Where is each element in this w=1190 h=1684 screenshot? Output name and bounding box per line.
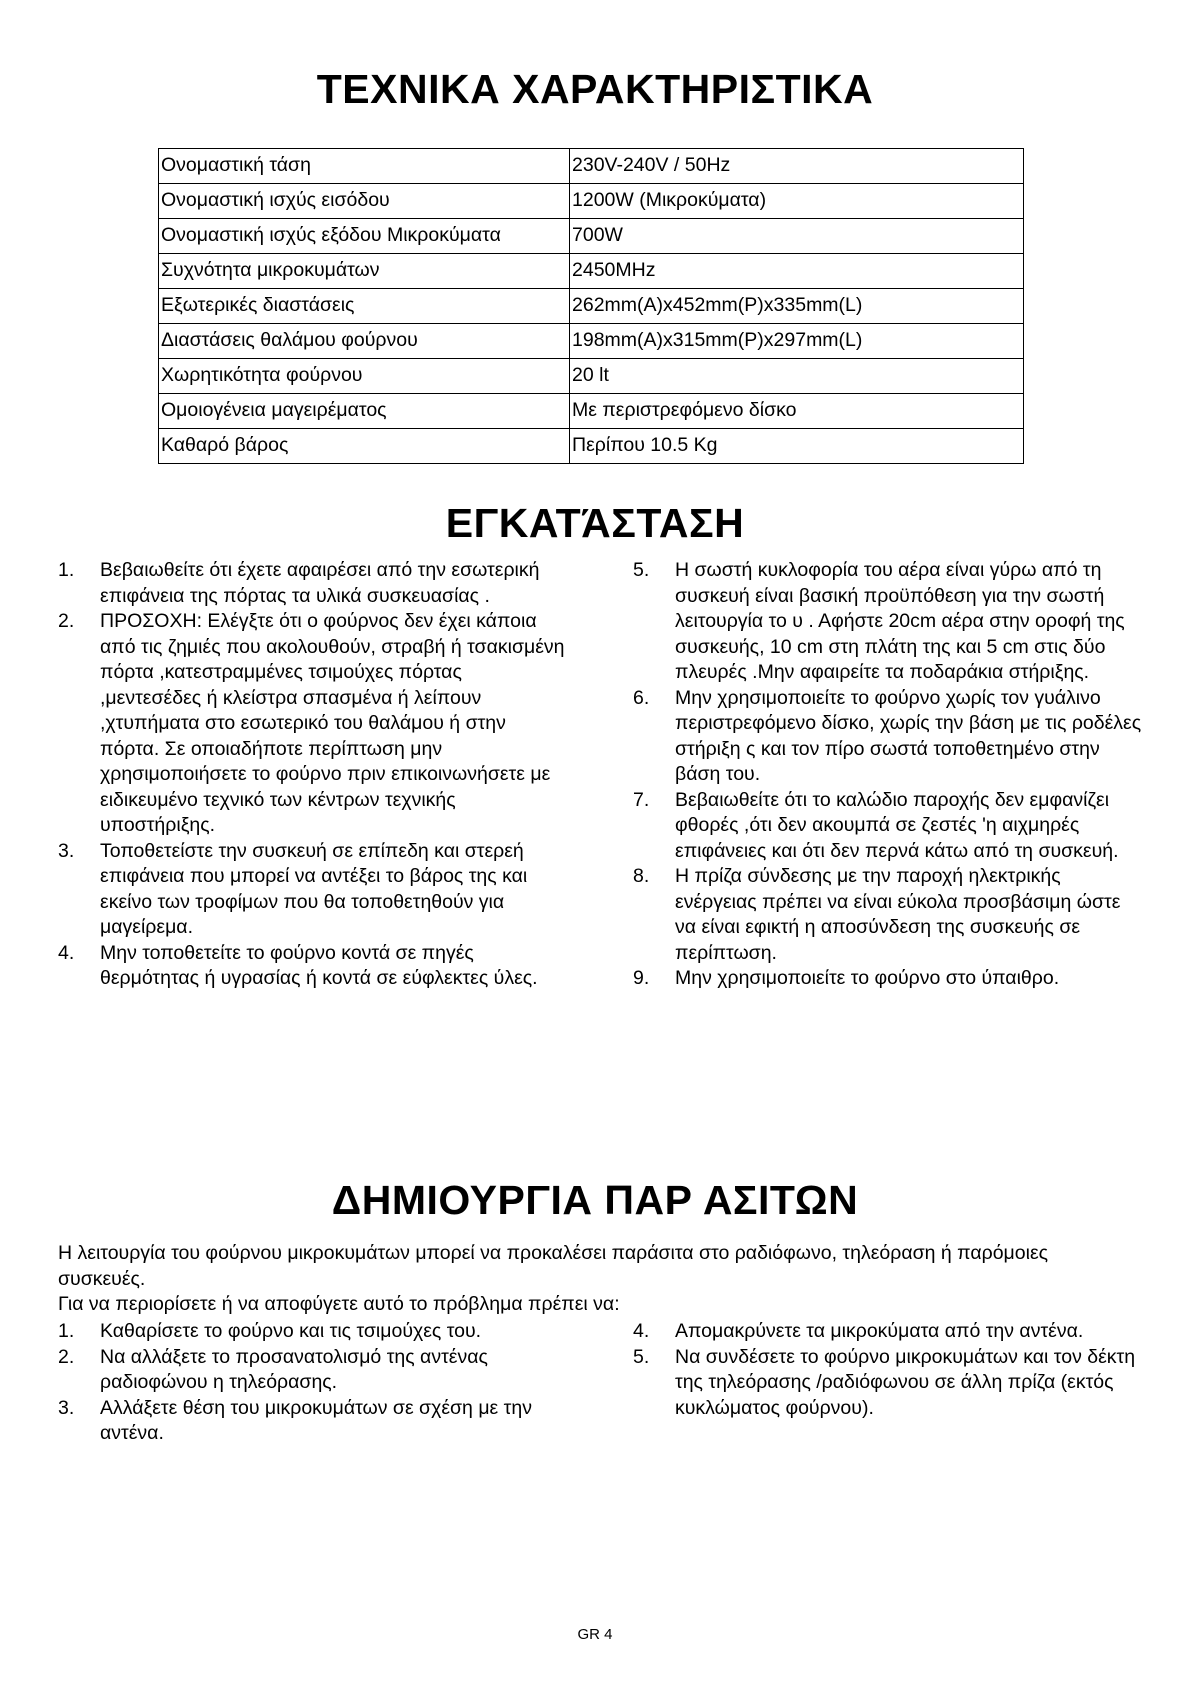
interference-list-left: [58, 1319, 578, 1447]
list-item: [58, 1396, 578, 1447]
list-item: [633, 1319, 1153, 1345]
item-text: Μην χρησιμοποιείτε το φούρνο στο ύπαιθρο.: [675, 967, 1060, 989]
item-number: 3.: [58, 839, 75, 862]
item-text: Καθαρίσετε το φούρνο και τις τσιμούχες του.: [100, 1320, 482, 1342]
list-item: [58, 839, 568, 941]
table-row: [159, 359, 1024, 394]
item-number: 4.: [633, 1320, 650, 1342]
spec-value: 20 lt: [570, 359, 1024, 394]
item-number: 5.: [633, 559, 650, 581]
item-text: Να συνδέσετε το φούρνο μικροκυμάτων και τον δέκτη της τηλεόρασης /ραδιόφωνου σε άλλη πρίζα (εκτός κυκλώματος φούρνου).: [675, 1345, 1136, 1419]
item-text: Απομακρύνετε τα μικροκύματα από την αντένα.: [675, 1320, 1084, 1342]
item-text: Βεβαιωθείτε ότι το καλώδιο παροχής δεν εμφανίζει φθορές ,ότι δεν ακουμπά σε ζεστές 'η αιχμηρές επιφάνειες και ότι δεν περνά κάτω από τη συσκευή.: [675, 788, 1119, 862]
item-number: 5.: [633, 1345, 650, 1368]
list-item: [58, 1319, 578, 1345]
item-number: 6.: [633, 686, 650, 709]
item-number: 2.: [58, 610, 75, 632]
spec-value: Περίπου 10.5 Kg: [570, 429, 1024, 464]
item-text: Μην τοποθετείτε το φούρνο κοντά σε πηγές θερμότητας ή υγρασίας ή κοντά σε εύφλεκτες ύλες.: [100, 941, 538, 989]
list-item: [633, 864, 1143, 966]
list-item: [633, 686, 1143, 788]
table-row: [159, 394, 1024, 429]
spec-label: Ομοιογένεια μαγειρέματος: [159, 394, 570, 429]
item-text: Αλλάξετε θέση του μικροκυμάτων σε σχέση με την αντένα.: [100, 1396, 532, 1444]
item-number: 7.: [633, 788, 650, 811]
item-text: Μην χρησιμοποιείτε το φούρνο χωρίς τον γυάλινο περιστρεφόμενο δίσκο, χωρίς την βάση με τις ροδέλες στήριξη ς και τον πίρο σωστά τοποθετημένο στην βάση του.: [675, 686, 1142, 785]
item-number: 2.: [58, 1345, 75, 1368]
item-text: Βεβαιωθείτε ότι έχετε αφαιρέσει από την εσωτερική επιφάνεια της πόρτας τα υλικά συσκευασίας .: [100, 559, 540, 607]
interference-lead-in: Για να περιορίσετε ή να αποφύγετε αυτό το πρόβλημα πρέπει να:: [58, 1293, 620, 1315]
table-row: [159, 149, 1024, 184]
list-item: [58, 609, 568, 839]
interference-title: ΔΗΜΙΟΥΡΓΙΑ ΠΑΡ ΑΣΙΤΩΝ: [331, 1177, 859, 1223]
item-text: Να αλλάξετε το προσανατολισμό της αντένας ραδιοφώνου η τηλεόρασης.: [100, 1345, 488, 1393]
spec-value: 230V-240V / 50Hz: [570, 149, 1024, 184]
spec-label: Εξωτερικές διαστάσεις: [159, 289, 570, 324]
spec-value: 2450MHz: [570, 254, 1024, 289]
spec-value: Με περιστρεφόμενο δίσκο: [570, 394, 1024, 429]
spec-value: 700W: [570, 219, 1024, 254]
page-number: GR 4: [577, 1626, 613, 1643]
installation-title: ΕΓΚΑΤΆΣΤΑΣΗ: [445, 500, 745, 546]
specs-table: [158, 148, 1024, 464]
table-row: [159, 324, 1024, 359]
list-item: [633, 1345, 1153, 1422]
interference-intro: Η λειτουργία του φούρνου μικροκυμάτων μπορεί να προκαλέσει παράσιτα στο ραδιόφωνο, τηλεόραση ή παρόμοιες συσκευές.: [58, 1242, 1049, 1290]
table-row: [159, 429, 1024, 464]
spec-label: Ονομαστική τάση: [159, 149, 570, 184]
list-item: [633, 558, 1143, 686]
list-item: [58, 558, 568, 609]
table-row: [159, 289, 1024, 324]
list-item: [633, 966, 1143, 992]
installation-list-right: [633, 558, 1143, 992]
spec-value: 198mm(A)x315mm(P)x297mm(L): [570, 324, 1024, 359]
list-item: [633, 788, 1143, 865]
item-number: 8.: [633, 865, 650, 887]
specs-title: ΤΕΧΝΙΚΑ ΧΑΡΑΚΤΗΡΙΣΤΙΚΑ: [316, 66, 874, 112]
item-number: 3.: [58, 1396, 75, 1419]
table-row: [159, 219, 1024, 254]
spec-label: Διαστάσεις θαλάμου φούρνου: [159, 324, 570, 359]
list-item: [58, 941, 568, 992]
spec-label: Συχνότητα μικροκυμάτων: [159, 254, 570, 289]
table-row: [159, 184, 1024, 219]
item-number: 4.: [58, 941, 75, 964]
item-number: 9.: [633, 967, 650, 989]
spec-label: Χωρητικότητα φούρνου: [159, 359, 570, 394]
spec-label: Καθαρό βάρος: [159, 429, 570, 464]
interference-list-right: [633, 1319, 1153, 1421]
spec-label: Ονομαστική ισχύς εξόδου Μικροκύματα: [159, 219, 570, 254]
item-number: 1.: [58, 559, 75, 581]
item-text: Η σωστή κυκλοφορία του αέρα είναι γύρω από τη συσκευή είναι βασική προϋπόθεση για την σωστή λειτουργία το υ . Αφήστε 20cm αέρα στην οροφή της συσκευής, 10 cm στη πλάτη της και 5 cm στις δύο πλευρές .Μην αφαιρείτε τα ποδαράκια στήριξης.: [675, 559, 1125, 683]
item-text: Η πρίζα σύνδεσης με την παροχή ηλεκτρικής ενέργειας πρέπει να είναι εύκολα προσβάσιμη ώστε να είναι εφικτή η αποσύνδεση της συσκευής σε περίπτωση.: [675, 865, 1121, 964]
item-text: ΠΡΟΣΟΧΗ: Ελέγξτε ότι ο φούρνος δεν έχει κάποια από τις ζημιές που ακολουθούν, στραβή ή τσακισμένη πόρτα ,κατεστραμμένες τσιμούχες πόρτας ,μεντεσέδες ή κλείστρα σπασμένα ή λείπουν ,χτυπήματα στο εσωτερικό του θαλάμου ή στην πόρτα. Σε οποιαδήποτε περίπτωση μην χρησιμοποιήσετε το φούρνο πριν επικοινωνήσετε με ειδικευμένο τεχνικό των κέντρων τεχνικής υποστήριξης.: [100, 610, 565, 836]
installation-list-left: [58, 558, 568, 992]
spec-value: 1200W (Μικροκύματα): [570, 184, 1024, 219]
spec-value: 262mm(A)x452mm(P)x335mm(L): [570, 289, 1024, 324]
spec-label: Ονομαστική ισχύς εισόδου: [159, 184, 570, 219]
item-number: 1.: [58, 1320, 75, 1342]
table-row: [159, 254, 1024, 289]
item-text: Τοποθετείστε την συσκευή σε επίπεδη και στερεή επιφάνεια που μπορεί να αντέξει το βάρος της και εκείνο των τροφίμων που θα τοποθετηθούν για μαγείρεμα.: [100, 839, 528, 938]
list-item: [58, 1345, 578, 1396]
